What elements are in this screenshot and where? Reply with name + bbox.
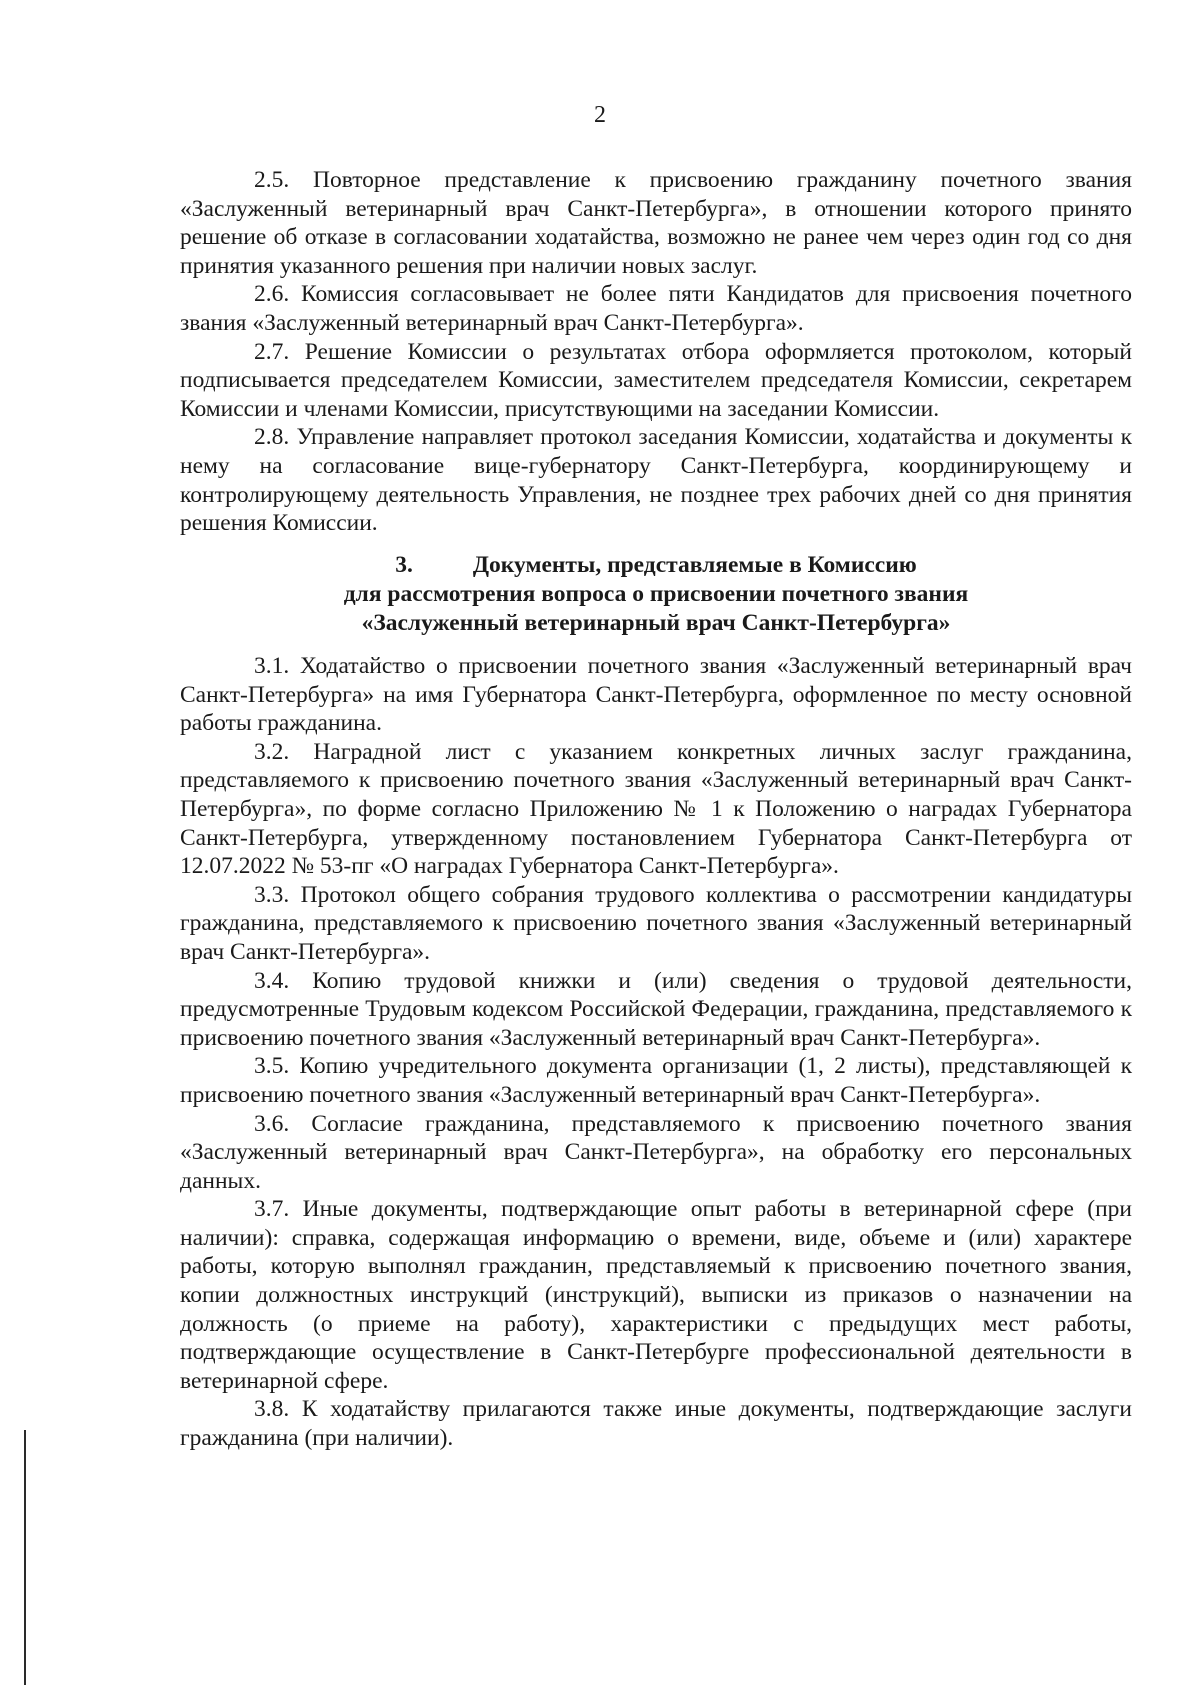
paragraph-2-8: 2.8. Управление направляет протокол заседания Комиссии, ходатайства и документы к нему на согласование вице-губернатору Санкт-Петербурга, координирующему и контролирующему деятельность Управления, не позднее трех рабочих дней со дня принятия решения Комиссии. <box>180 424 1132 537</box>
paragraph-3-8: 3.8. К ходатайству прилагаются также иные документы, подтверждающие заслуги гражданина (при наличии). <box>180 1396 1132 1452</box>
section-3-number: 3. <box>395 552 413 578</box>
paragraph-3-5: 3.5. Копию учредительного документа организации (1, 2 листы), представляющей к присвоению почетного звания «Заслуженный ветеринарный врач Санкт-Петербурга». <box>180 1053 1132 1108</box>
paragraph-3-1: 3.1. Ходатайство о присвоении почетного звания «Заслуженный ветеринарный врач Санкт-Петербурга» на имя Губернатора Санкт-Петербурга, оформленное по месту основной работы гражданина. <box>180 653 1132 737</box>
paragraph-3-3: 3.3. Протокол общего собрания трудового коллектива о рассмотрении кандидатуры гражданина, представляемого к присвоению почетного звания «Заслуженный ветеринарный врач Санкт-Петербурга». <box>180 881 1132 965</box>
section-2-continuation <box>180 166 1132 538</box>
paragraph-2-5: 2.5. Повторное представление к присвоению гражданину почетного звания «Заслуженный ветеринарный врач Санкт-Петербурга», в отношении которого принято решение об отказе в согласовании ходатайства, возможно не ранее чем через один год со дня принятия указанного решения при наличии новых заслуг. <box>180 167 1132 279</box>
section-3-heading-line-1 <box>180 551 1132 580</box>
section-3-title-1: Документы, представляемые в Комиссию <box>472 552 917 578</box>
paragraph-2-6: 2.6. Комиссия согласовывает не более пяти Кандидатов для присвоения почетного звания «Заслуженный ветеринарный врач Санкт-Петербурга». <box>180 281 1132 336</box>
paragraph-2-7: 2.7. Решение Комиссии о результатах отбора оформляется протоколом, который подписывается председателем Комиссии, заместителем председателя Комиссии, секретарем Комиссии и членами Комиссии, присутствующими на заседании Комиссии. <box>180 338 1132 422</box>
paragraph-3-2: 3.2. Наградной лист с указанием конкретных личных заслуг гражданина, представляемого к присвоению почетного звания «Заслуженный ветеринарный врач Санкт-Петербурга», по форме согласно Приложению № 1 к Положению о наградах Губернатора Санкт-Петербурга, утвержденному постановлением Губернатора Санкт-Петербурга от 12.07.2022 № 53-пг «О наградах Губернатора Санкт-Петербурга». <box>180 738 1132 880</box>
paragraph-3-6: 3.6. Согласие гражданина, представляемого к присвоению почетного звания «Заслуженный ветеринарный врач Санкт-Петербурга», на обработку его персональных данных. <box>180 1110 1132 1194</box>
section-3-body <box>180 652 1132 1453</box>
scan-margin-line <box>24 1430 26 1685</box>
section-3-heading <box>180 551 1132 638</box>
section-3-heading-line-2: для рассмотрения вопроса о присвоении почетного звания <box>343 581 969 607</box>
paragraph-3-4: 3.4. Копию трудовой книжки и (или) сведения о трудовой деятельности, предусмотренные Трудовым кодексом Российской Федерации, гражданина, представляемого к присвоению почетного звания «Заслуженный ветеринарный врач Санкт-Петербурга». <box>180 967 1132 1051</box>
section-3-heading-line-3: «Заслуженный ветеринарный врач Санкт-Петербурга» <box>361 610 951 636</box>
paragraph-3-7: 3.7. Иные документы, подтверждающие опыт работы в ветеринарной сфере (при наличии): справка, содержащая информацию о времени, виде, объеме и (или) характере работы, которую выполнял гражданин, представляемый к присвоению почетного звания, копии должностных инструкций (инструкций), выписки из приказов о назначении на должность (о приеме на работу), характеристики с предыдущих мест работы, подтверждающие осуществление в Санкт-Петербурге профессиональной деятельности в ветеринарной сфере. <box>180 1196 1132 1394</box>
page-number: 2 <box>594 102 606 128</box>
